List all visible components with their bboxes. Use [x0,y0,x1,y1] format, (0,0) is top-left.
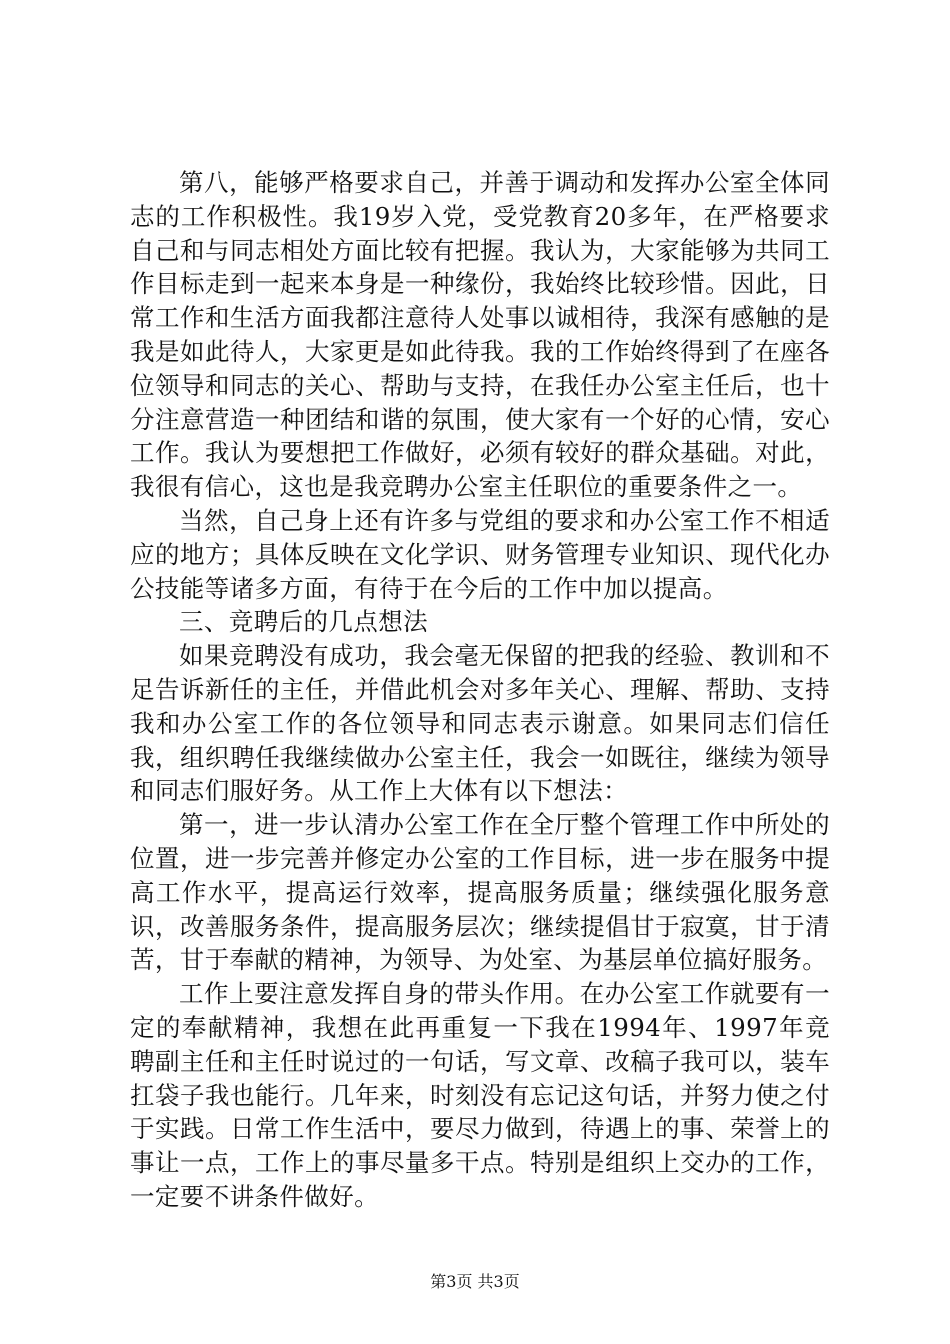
section-heading-thoughts: 三、竞聘后的几点想法 [179,607,428,637]
paragraph-shortcomings: 当然，自己身上还有许多与党组的要求和办公室工作不相适应的地方；具体反映在文化学识、财务管理专业知识、现代化办公技能等诸多方面，有待于在今后的工作中加以提高。 [130,505,830,603]
paragraph-eighth-point: 第八，能够严格要求自己，并善于调动和发挥办公室全体同志的工作积极性。我19岁入党，受党教育20多年，在严格要求自己和与同志相处方面比较有把握。我认为，大家能够为共同工作目标走到一起来本身是一种缘份，我始终比较珍惜。因此，日常工作和生活方面我都注意待人处事以诚相待，我深有感触的是我是如此待人，大家更是如此待我。我的工作始终得到了在座各位领导和同志的关心、帮助与支持，在我任办公室主任后，也十分注意营造一种团结和谐的氛围，使大家有一个好的心情，安心工作。我认为要想把工作做好，必须有较好的群众基础。对此，我很有信心，这也是我竞聘办公室主任职位的重要条件之一。 [130,168,830,502]
paragraph-first-point: 第一，进一步认清办公室工作在全厅整个管理工作中所处的位置，进一步完善并修定办公室的工作目标，进一步在服务中提高工作水平，提高运行效率，提高服务质量；继续强化服务意识，改善服务条件，提高服务层次；继续提倡甘于寂寞，甘于清苦，甘于奉献的精神，为领导、为处室、为基层单位搞好服务。 [130,810,830,975]
paragraph-leading-role: 工作上要注意发挥自身的带头作用。在办公室工作就要有一定的奉献精神，我想在此再重复一下我在1994年、1997年竞聘副主任和主任时说过的一句话，写文章、改稿子我可以，装车扛袋子我也能行。几年来，时刻没有忘记这句话，并努力使之付于实践。日常工作生活中，要尽力做到，待遇上的事、荣誉上的事让一点，工作上的事尽量多干点。特别是组织上交办的工作，一定要不讲条件做好。 [130,979,830,1211]
page-footer: 第3页 共3页 [430,1272,520,1291]
paragraph-if-not-successful: 如果竞聘没有成功，我会毫无保留的把我的经验、教训和不足告诉新任的主任，并借此机会对多年关心、理解、帮助、支持我和办公室工作的各位领导和同志表示谢意。如果同志们信任我，组织聘任我继续做办公室主任，我会一如既往，继续为领导和同志们服好务。从工作上大体有以下想法： [130,641,830,806]
document-body [130,166,830,1214]
